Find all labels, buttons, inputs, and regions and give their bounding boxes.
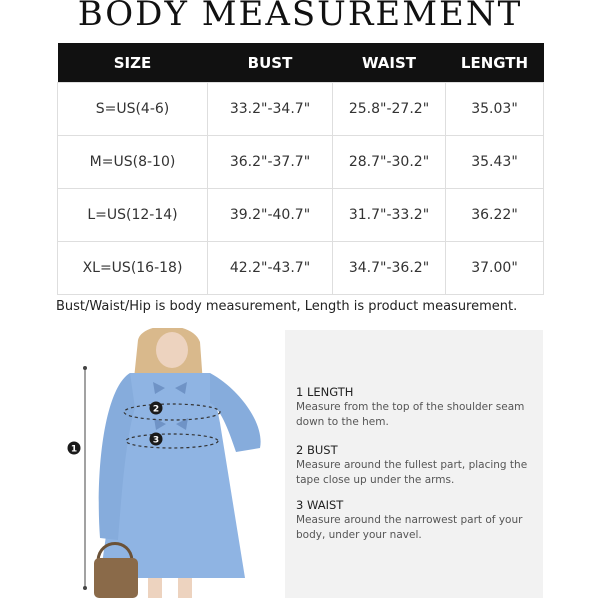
guide-item-length [296, 385, 536, 429]
guide-item-bust [296, 443, 536, 487]
cell-length: 35.03" [446, 83, 544, 136]
marker-1-label: 1 [70, 444, 78, 455]
table-row [58, 136, 544, 189]
guide-text: Measure around the fullest part, placing the tape close up under the arms. [296, 459, 528, 486]
dress-illustration [60, 328, 275, 598]
measurement-note: Bust/Waist/Hip is body measurement, Length is product measurement. [56, 299, 518, 314]
cell-bust: 39.2"-40.7" [208, 189, 333, 242]
cell-size: L=US(12-14) [58, 189, 208, 242]
page-title: BODY MEASUREMENT [77, 0, 523, 34]
cell-size: XL=US(16-18) [58, 242, 208, 295]
cell-length: 35.43" [446, 136, 544, 189]
leg [148, 578, 162, 598]
guide-heading: 3 WAIST [296, 498, 344, 512]
leg [178, 578, 192, 598]
cell-bust: 36.2"-37.7" [208, 136, 333, 189]
table-row [58, 242, 544, 295]
cell-bust: 42.2"-43.7" [208, 242, 333, 295]
guide-text: Measure around the narrowest part of your body, under your navel. [296, 514, 523, 541]
guide-heading: 2 BUST [296, 443, 338, 457]
cell-length: 36.22" [446, 189, 544, 242]
cell-length: 37.00" [446, 242, 544, 295]
cell-waist: 25.8"-27.2" [333, 83, 446, 136]
table-header-row [58, 43, 544, 83]
size-chart-table [57, 43, 544, 295]
guide-text: Measure from the top of the shoulder seam down to the hem. [296, 401, 525, 428]
cell-waist: 31.7"-33.2" [333, 189, 446, 242]
cell-waist: 28.7"-30.2" [333, 136, 446, 189]
table-row [58, 83, 544, 136]
cell-size: M=US(8-10) [58, 136, 208, 189]
length-measure-endpoint [83, 586, 87, 590]
cell-waist: 34.7"-36.2" [333, 242, 446, 295]
face [156, 332, 188, 368]
header-bust: BUST [208, 43, 333, 83]
header-waist: WAIST [333, 43, 446, 83]
marker-2-label: 2 [152, 404, 160, 415]
measurement-guide-panel [285, 330, 543, 598]
cell-size: S=US(4-6) [58, 83, 208, 136]
table-row [58, 189, 544, 242]
header-size: SIZE [58, 43, 208, 83]
length-measure-endpoint [83, 366, 87, 370]
cell-bust: 33.2"-34.7" [208, 83, 333, 136]
guide-heading: 1 LENGTH [296, 385, 354, 399]
handbag [94, 558, 138, 598]
marker-3-label: 3 [152, 435, 160, 446]
guide-item-waist [296, 498, 536, 542]
model-photo [60, 328, 275, 598]
header-length: LENGTH [446, 43, 544, 83]
